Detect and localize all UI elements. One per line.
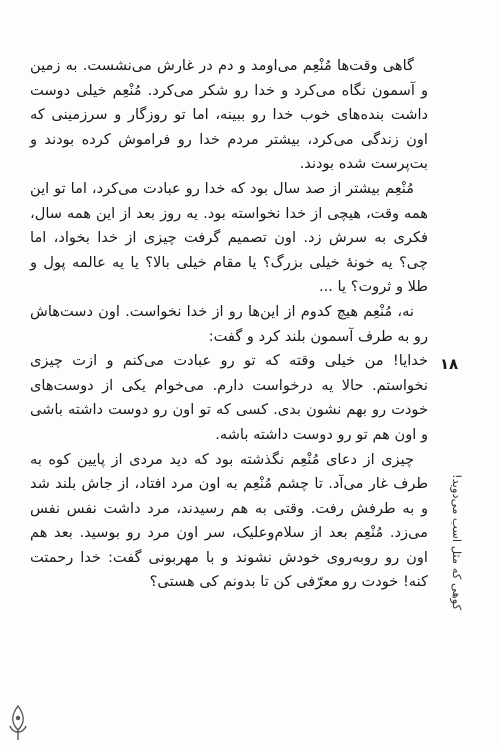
page-number: ۱۸ (439, 355, 459, 373)
publisher-logo-icon (4, 704, 32, 744)
side-margin (432, 355, 466, 615)
paragraph: گاهی وقت‌ها مُنْعِم می‌اومد و دم در غارش می‌نشست. به زمین و آسمون نگاه می‌کرد و خدا رو شکر می‌کرد. مُنْعِم خیلی دوست داشت بنده‌های خوب خدا رو ببینه، اما تو روزگار و سرزمینی که اون زندگی می‌کرد، بیشتر مردم خدا رو فراموش کرده بودند و بت‌پرست شده بودند. (30, 57, 428, 173)
paragraph: چیزی از دعای مُنْعِم نگذشته بود که دید مردی از پایین کوه به طرف غار می‌آد. تا چشم مُنْعِم به اون مرد افتاد، از جاش بلند شد و به طرفش رفت. وقتی به هم رسیدند، مرد داشت نفس نفس می‌زد. مُنْعِم بعد از سلام‌وعلیک، سر اون مرد رو بوسید. بعد هم اون رو روبه‌روی خودش نشوند و با مهربونی گفت: خدا رحمتت کنه! خودت رو معرّفی کن تا بدونم کی هستی؟ (30, 450, 428, 591)
running-title: کوهی که مثل اسب می‌دوید! (450, 473, 464, 610)
paragraph: نه، مُنْعِم هیچ کدوم از این‌ها رو از خدا نخواست. اون دست‌هاش رو به طرف آسمون بلند کرد و گفت: (30, 302, 428, 345)
body-text (30, 54, 428, 595)
prayer-paragraph: خدایا! من خیلی وقته که تو رو عبادت می‌کنم و ازت چیزی نخواستم. حالا یه درخواست دارم. می‌خوام یکی از دوست‌های خودت رو بهم نشون بدی. کسی که تو اون رو دوست داشته باشی و اون هم تو رو دوست داشته باشه. (30, 352, 428, 443)
paragraph: مُنْعِم بیشتر از صد سال بود که خدا رو عبادت می‌کرد، اما تو این همه وقت، هیچی از خدا نخواسته بود. یه روز بعد از این همه سال، فکری به سرش زد. اون تصمیم گرفت چیزی از خدا بخواد، اما چی؟ یه خونهٔ خیلی بزرگ؟ یا مقام خیلی بالا؟ یا یه عالمه پول و طلا و ثروت؟ یا ... (30, 179, 428, 296)
